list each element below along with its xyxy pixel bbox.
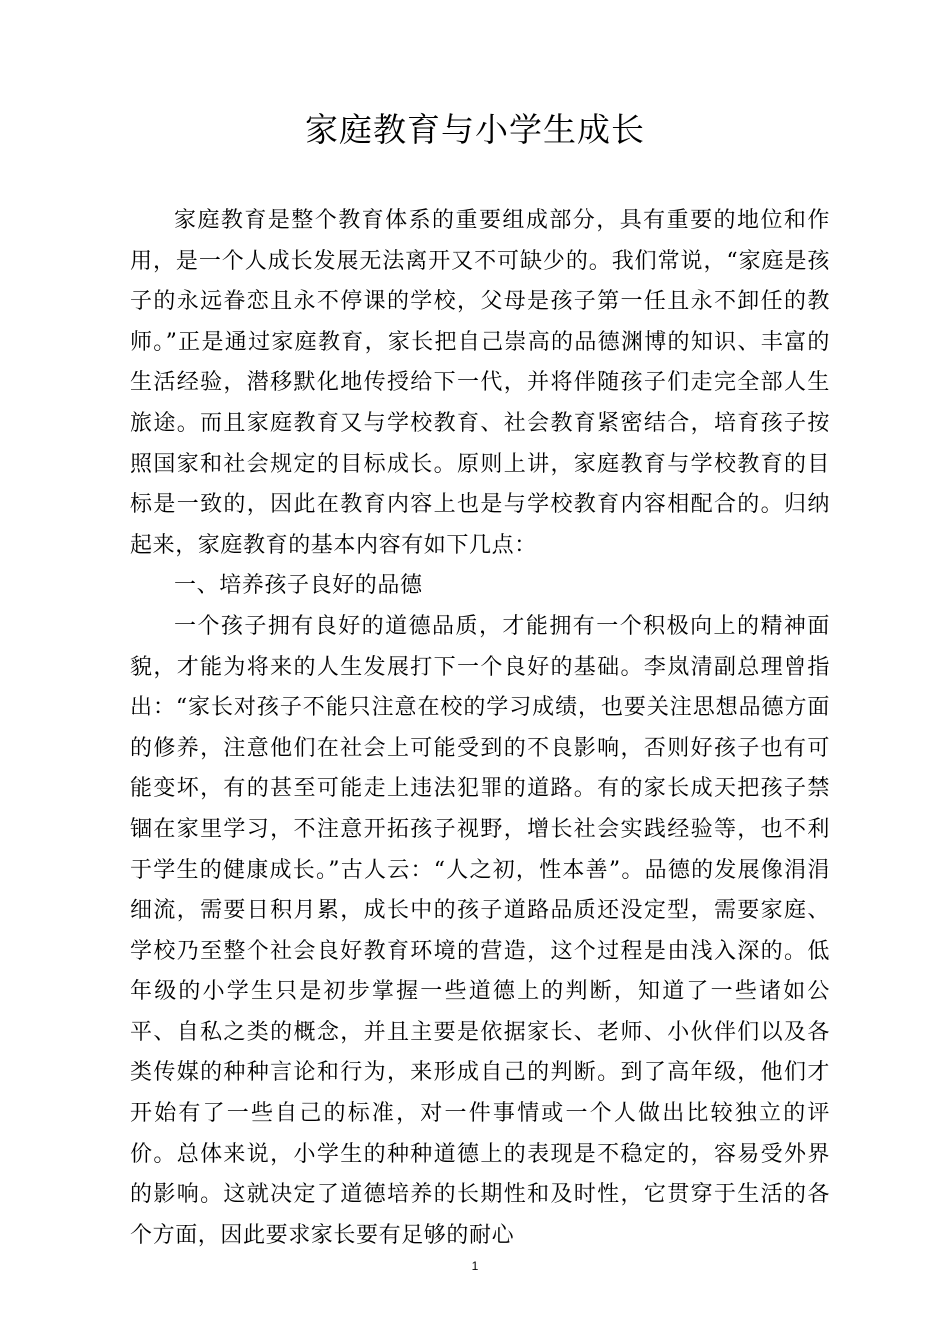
page-number: 1 <box>471 1259 479 1273</box>
document-body <box>130 201 830 1256</box>
document-title: 家庭教育与小学生成长 <box>305 110 645 149</box>
section-heading-moral: 一、培养孩子良好的品德 <box>174 573 423 599</box>
section-paragraph-moral: 一个孩子拥有良好的道德品质，才能拥有一个积极向上的精神面貌，才能为将来的人生发展打下一个良好的基础。李岚清副总理曾指出：“家长对孩子不能只注意在校的学习成绩，也要关注思想品德方面的修养，注意他们在社会上可能受到的不良影响，否则好孩子也有可能变坏，有的甚至可能走上违法犯罪的道路。有的家长成天把孩子禁锢在家里学习，不注意开拓孩子视野，增长社会实践经验等，也不利于学生的健康成长。”古人云：“人之初，性本善”。品德的发展像涓涓细流，需要日积月累，成长中的孩子道路品质还没定型，需要家庭、学校乃至整个社会良好教育环境的营造，这个过程是由浅入深的。低年级的小学生只是初步掌握一些道德上的判断，知道了一些诸如公平、自私之类的概念，并且主要是依据家长、老师、小伙伴们以及各类传媒的种种言论和行为，来形成自己的判断。到了高年级，他们才开始有了一些自己的标准，对一件事情或一个人做出比较独立的评价。总体来说，小学生的种种道德上的表现是不稳定的，容易受外界的影响。这就决定了道德培养的长期性和及时性，它贯穿于生活的各个方面，因此要求家长要有足够的耐心 <box>130 613 830 1248</box>
intro-paragraph: 家庭教育是整个教育体系的重要组成部分，具有重要的地位和作用，是一个人成长发展无法离开又不可缺少的。我们常说，“家庭是孩子的永远眷恋且永不停课的学校，父母是孩子第一任且永不卸任的教师。”正是通过家庭教育，家长把自己崇高的品德渊博的知识、丰富的生活经验，潜移默化地传授给下一代，并将伴随孩子们走完全部人生旅途。而且家庭教育又与学校教育、社会教育紧密结合，培育孩子按照国家和社会规定的目标成长。原则上讲，家庭教育与学校教育的目标是一致的，因此在教育内容上也是与学校教育内容相配合的。归纳起来，家庭教育的基本内容有如下几点： <box>130 208 830 558</box>
